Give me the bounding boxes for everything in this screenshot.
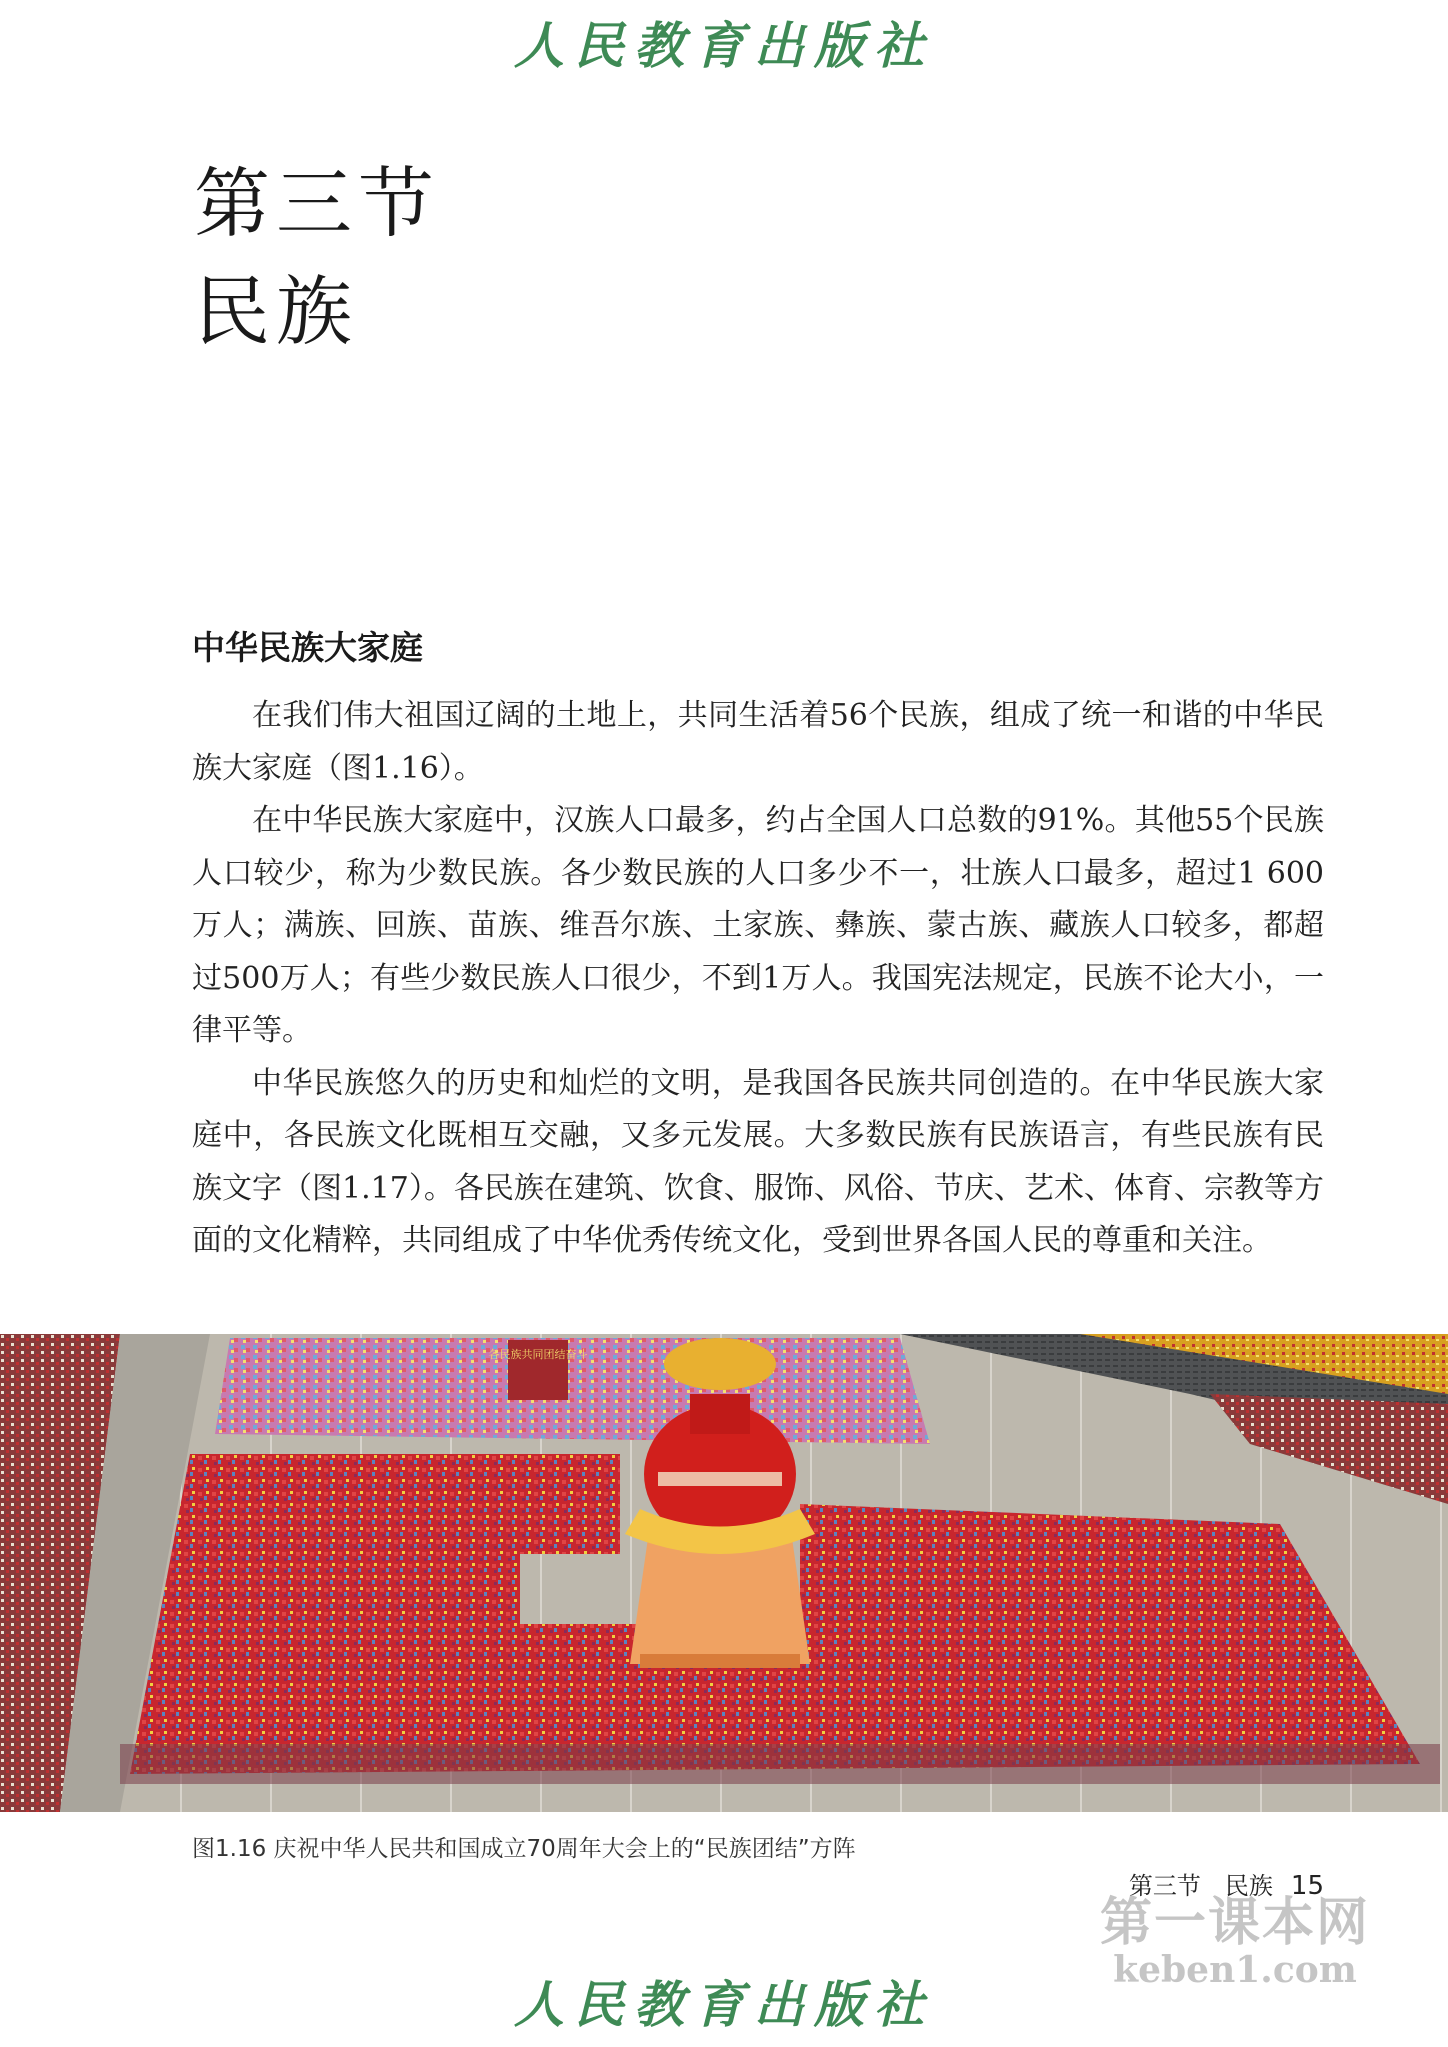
section-title <box>194 150 440 366</box>
paragraph: 在我们伟大祖国辽阔的土地上，共同生活着56个民族，组成了统一和谐的中华民族大家庭（图1.16）。 <box>192 698 1324 786</box>
parade-photo <box>0 1334 1448 1812</box>
running-head: 第三节 民族 <box>1128 1872 1273 1900</box>
paragraph: 中华民族悠久的历史和灿烂的文明，是我国各民族共同创造的。在中华民族大家庭中，各民族文化既相互交融，又多元发展。大多数民族有民族语言，有些民族有民族文字（图1.17）。各民族在建筑、饮食、服饰、风俗、节庆、艺术、体育、宗教等方面的文化精粹，共同组成了中华优秀传统文化，受到世界各国人民的尊重和关注。 <box>192 1065 1324 1258</box>
watermark-line2: keben1.com <box>1113 1949 1357 1991</box>
section-number: 第三节 <box>194 159 440 248</box>
page-number: 15 <box>1290 1871 1324 1901</box>
body-text <box>192 690 1324 1268</box>
publisher-logo-bottom: 人民教育出版社 <box>514 1975 934 2034</box>
figure-caption: 图1.16 庆祝中华人民共和国成立70周年大会上的“民族团结”方阵 <box>192 1836 856 1862</box>
publisher-logo-top: 人民教育出版社 <box>514 16 934 75</box>
float-banner-text: 各民族共同团结奋斗 <box>488 1348 588 1361</box>
paragraph: 在中华民族大家庭中，汉族人口最多，约占全国人口总数的91%。其他55个民族人口较少，称为少数民族。各少数民族的人口多少不一，壮族人口最多，超过1 600万人；满族、回族、苗族、维吾尔族、土家族、彝族、蒙古族、藏族人口较多，都超过500万人；有些少数民族人口很少，不到1万人。我国宪法规定，民族不论大小，一律平等。 <box>192 803 1324 1048</box>
section-topic: 民族 <box>194 267 358 356</box>
subsection-heading: 中华民族大家庭 <box>192 628 423 667</box>
watermark-line1: 第一课本网 <box>1099 1893 1370 1953</box>
